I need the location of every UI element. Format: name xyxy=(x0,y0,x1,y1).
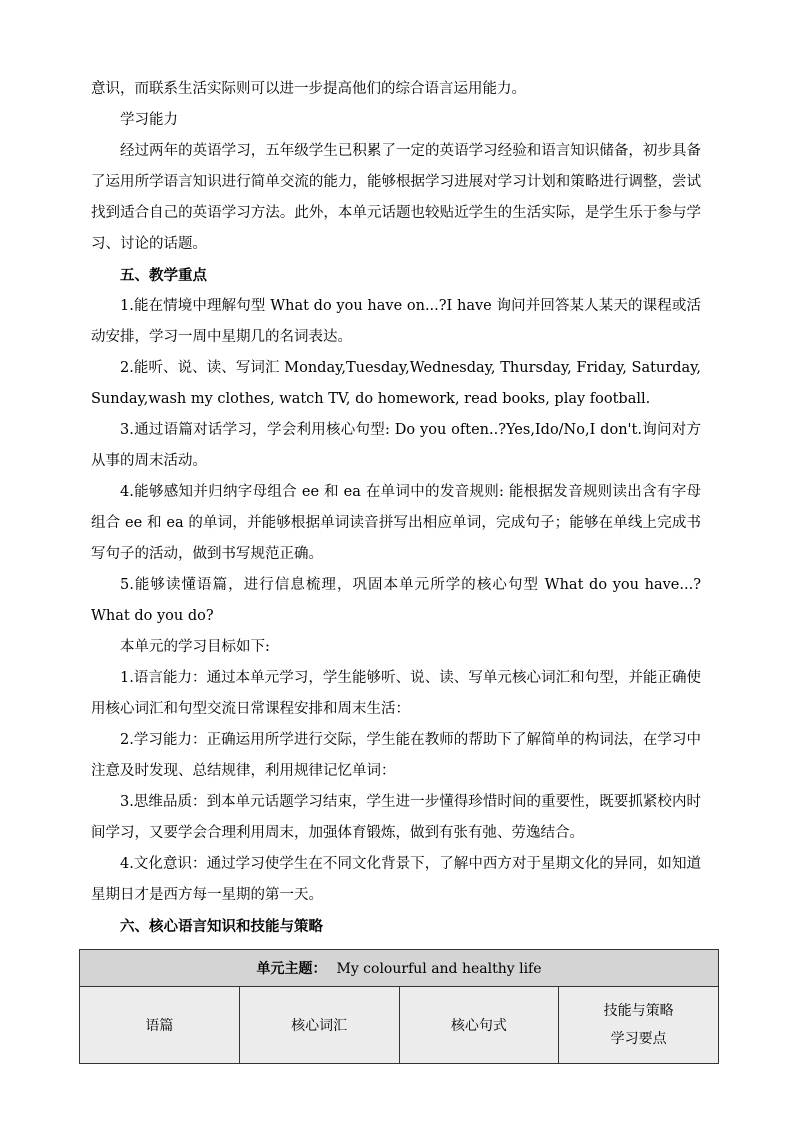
table-theme-row xyxy=(80,950,719,987)
table-header-row xyxy=(80,987,719,1064)
paragraph-awareness: 意识，而联系生活实际则可以进一步提高他们的综合语言运用能力。 xyxy=(91,81,526,97)
focus-item-3: 3.通过语篇对话学习，学会利用核心句型: Do you often..?Yes,Ido/No,I don't.询问对方从事的周末活动。 xyxy=(91,422,701,469)
header-skills-strategies xyxy=(559,987,719,1064)
header-skills-line2: 学习要点 xyxy=(610,1031,667,1047)
goals-intro: 本单元的学习目标如下: xyxy=(120,639,270,655)
document-body xyxy=(91,74,701,942)
focus-item-1: 1.能在情境中理解句型 What do you have on...?I have 询问并回答某人某天的课程或活动安排，学习一周中星期几的名词表达。 xyxy=(91,298,701,345)
paragraph-learning-ability: 经过两年的英语学习，五年级学生已积累了一定的英语学习经验和语言知识储备，初步具备了运用所学语言知识进行简单交流的能力，能够根据学习进展对学习计划和策略进行调整，尝试找到适合自己的英语学习方法。此外，本单元话题也较贴近学生的生活实际，是学生乐于参与学习、讨论的话题。 xyxy=(91,143,701,252)
goal-item-3: 3.思维品质：到本单元话题学习结束，学生进一步懂得珍惜时间的重要性，既要抓紧校内时间学习，又要学会合理利用周末，加强体育锻炼，做到有张有弛、劳逸结合。 xyxy=(91,794,701,841)
section-heading-teaching-focus: 五、教学重点 xyxy=(120,267,207,284)
goal-item-2: 2.学习能力：正确运用所学进行交际，学生能在教师的帮助下了解简单的构词法，在学习中注意及时发现、总结规律，利用规律记忆单词： xyxy=(91,732,701,779)
goal-item-1: 1.语言能力：通过本单元学习，学生能够听、说、读、写单元核心词汇和句型，并能正确使用核心词汇和句型交流日常课程安排和周末生活： xyxy=(91,670,701,717)
focus-item-5: 5.能够读懂语篇，进行信息梳理，巩固本单元所学的核心句型 What do you have...?What do you do? xyxy=(91,577,701,624)
core-knowledge-table xyxy=(79,949,719,1064)
header-skills-line1: 技能与策略 xyxy=(603,1003,674,1019)
header-discourse: 语篇 xyxy=(80,987,240,1064)
unit-theme-value: My colourful and healthy life xyxy=(336,961,542,977)
subheading-learning-ability: 学习能力 xyxy=(120,112,178,128)
focus-item-2: 2.能听、说、读、写词汇 Monday,Tuesday,Wednesday, Thursday, Friday, Saturday, Sunday,wash my clothes, watch TV, do homework, read books, play football. xyxy=(91,360,701,407)
header-core-sentences: 核心句式 xyxy=(399,987,559,1064)
unit-theme-label: 单元主题： xyxy=(256,961,327,977)
header-core-vocabulary: 核心词汇 xyxy=(239,987,399,1064)
goal-item-4: 4.文化意识：通过学习使学生在不同文化背景下，了解中西方对于星期文化的异同，如知道星期日才是西方每一星期的第一天。 xyxy=(91,856,701,903)
section-heading-core-knowledge: 六、核心语言知识和技能与策略 xyxy=(120,918,323,935)
unit-theme-cell xyxy=(80,950,719,987)
focus-item-4: 4.能够感知并归纳字母组合 ee 和 ea 在单词中的发音规则: 能根据发音规则读出含有字母组合 ee 和 ea 的单词，并能够根据单词读音拼写出相应单词，完成句子；能够在单线上完成书写句子的活动，做到书写规范正确。 xyxy=(91,484,701,562)
